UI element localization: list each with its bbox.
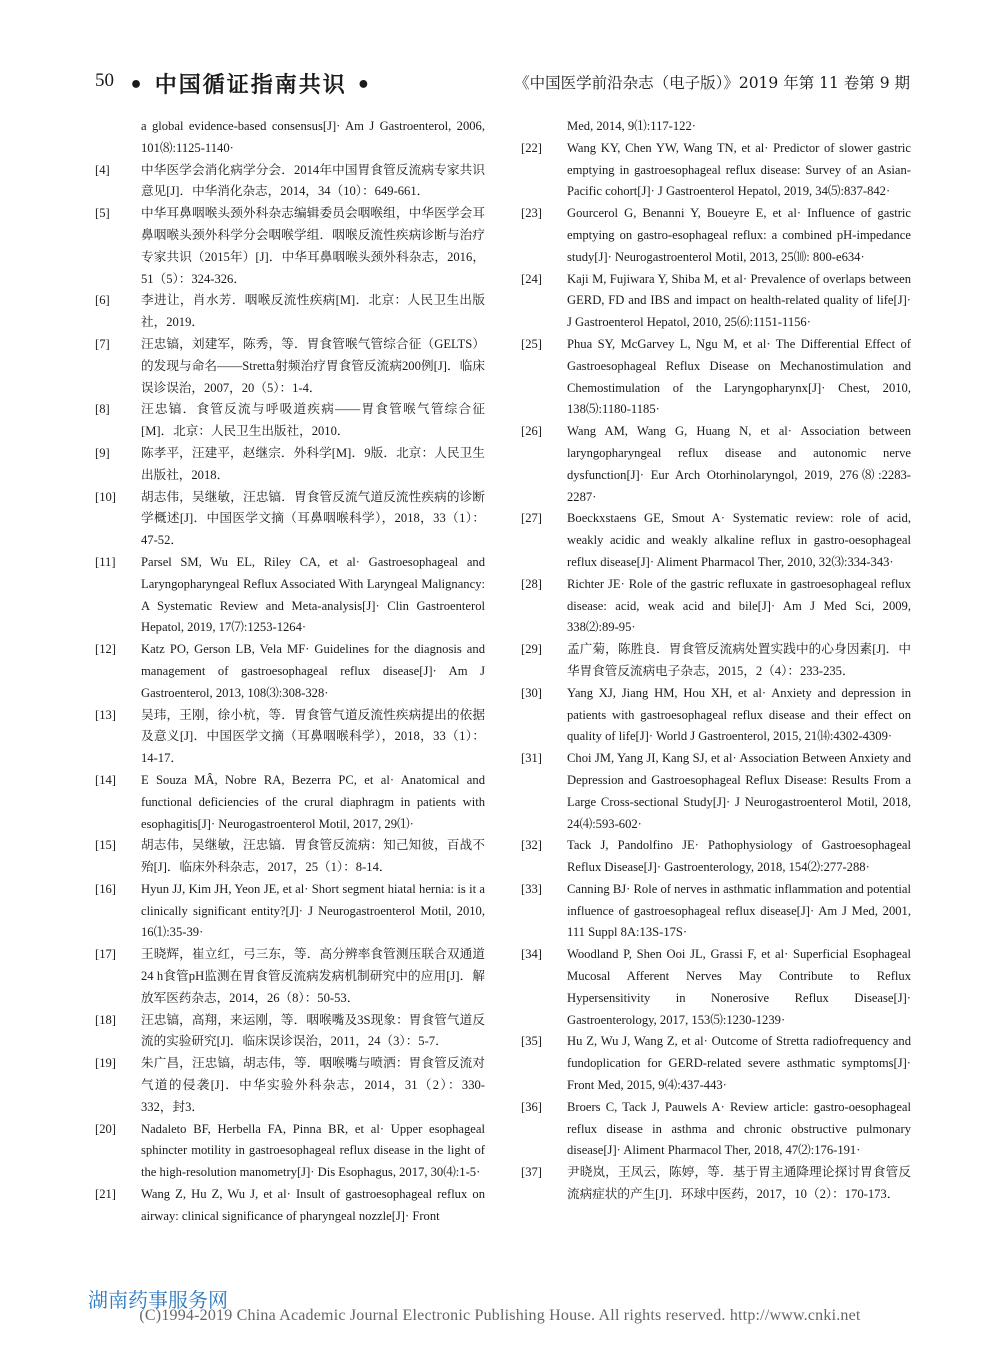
reference-number: [32]: [521, 838, 542, 853]
reference-item: [521, 269, 911, 334]
reference-item: [95, 944, 485, 1009]
reference-item: [95, 1053, 485, 1118]
reference-text: 汪忠镐．食管反流与呼吸道疾病——胃食管喉气管综合征[M]．北京：人民卫生出版社，2010．: [141, 402, 485, 439]
reference-number: [14]: [95, 772, 116, 787]
reference-item: [95, 487, 485, 552]
reference-item: [95, 1119, 485, 1184]
reference-item: [95, 835, 485, 879]
reference-text: Choi JM, Yang JI, Kang SJ, et al· Association Between Anxiety and Depression and Gastroesophageal Reflux Disease: Results From a Large Cross-sectional Study[J]· J Neurogastroenterol Motil, 2018, 24⑷:593-602·: [567, 751, 911, 831]
reference-number: [9]: [95, 445, 110, 460]
reference-number: [21]: [95, 1187, 116, 1202]
reference-number: [35]: [521, 1034, 542, 1049]
reference-number: [4]: [95, 162, 110, 177]
reference-number: [6]: [95, 293, 110, 308]
reference-text: Woodland P, Shen Ooi JL, Grassi F, et al· Superficial Esophageal Mucosal Afferent Nerves May Contribute to Reflux Hypersensitivity in Nonerosive Reflux Disease[J]· Gastroenterology, 2017, 153⑸:1230-1239·: [567, 947, 911, 1027]
reference-item: [95, 290, 485, 334]
reference-text: 中华耳鼻咽喉头颈外科杂志编辑委员会咽喉组，中华医学会耳鼻咽喉头颈外科学分会咽喉学组．咽喉反流性疾病诊断与治疗专家共识（2015年）[J]．中华耳鼻咽喉头颈外科杂志，2016，51（5）：324-326．: [141, 206, 485, 286]
reference-item: [521, 1162, 911, 1206]
reference-text: Parsel SM, Wu EL, Riley CA, et al· Gastroesophageal and Laryngopharyngeal Reflux Associated With Laryngeal Malignancy: A Systematic Review and Meta-analysis[J]· Clin Gastroenterol Hepatol, 2019, 17⑺:1253-1264·: [141, 554, 485, 635]
reference-text: 吴玮，王刚，徐小杭，等．胃食管气道反流性疾病提出的依据及意义[J]．中国医学文摘（耳鼻咽喉科学），2018，33（1）：14-17．: [141, 707, 485, 766]
reference-item: [95, 443, 485, 487]
reference-text: a global evidence-based consensus[J]· Am J Gastroenterol, 2006, 101⑻:1125-1140·: [141, 119, 485, 155]
reference-number: [10]: [95, 489, 116, 504]
reference-text: Katz PO, Gerson LB, Vela MF· Guidelines for the diagnosis and management of gastroesophageal reflux disease[J]· Am J Gastroenterol, 2013, 108⑶:308-328·: [141, 642, 485, 700]
reference-text: Canning BJ· Role of nerves in asthmatic inflammation and potential influence of gastroesophageal reflux disease[J]· Am J Med, 2001, 111 Suppl 8A:13S-17S·: [567, 881, 911, 940]
reference-item: [521, 116, 911, 138]
reference-number: [13]: [95, 707, 116, 722]
reference-item: [521, 138, 911, 203]
reference-number: [29]: [521, 642, 542, 657]
reference-item: [95, 334, 485, 399]
reference-item: [521, 508, 911, 573]
reference-item: [95, 770, 485, 835]
reference-text: Phua SY, McGarvey L, Ngu M, et al· The Differential Effect of Gastroesophageal Reflux Disease on Mechanostimulation and Chemostimulation of the Laryngopharynx[J]· Chest, 2010, 138⑸:1180-1185·: [567, 336, 911, 417]
reference-text: Yang XJ, Jiang HM, Hou XH, et al· Anxiety and depression in patients with gastroesophageal reflux disease and their effect on quality of life[J]· World J Gastroenterol, 2015, 21⒁:4302-4309·: [567, 685, 911, 744]
reference-text: Richter JE· Role of the gastric refluxate in gastroesophageal reflux disease: acid, weak acid and bile[J]· Am J Med Sci, 2009, 338⑵:89-95·: [567, 576, 911, 635]
reference-number: [28]: [521, 576, 542, 591]
reference-text: 王晓辉，崔立红，弓三东，等．高分辨率食管测压联合双通道24 h食管pH监测在胃食管反流病发病机制研究中的应用[J]．解放军医药杂志，2014，26（8）：50-53．: [141, 947, 485, 1005]
page-number: 50: [95, 70, 114, 91]
reference-item: [95, 705, 485, 770]
references-left-column: [95, 116, 485, 1228]
reference-text: Wang Z, Hu Z, Wu J, et al· Insult of gastroesophageal reflux on airway: clinical significance of pharyngeal nozzle[J]· Front: [141, 1187, 485, 1223]
copyright-footer: (C)1994-2019 China Academic Journal Electronic Publishing House. All rights reserved. http://www.cnki.net: [139, 1307, 861, 1324]
reference-item: [521, 748, 911, 835]
reference-item: [521, 421, 911, 508]
reference-text: 中华医学会消化病学分会．2014年中国胃食管反流病专家共识意见[J]．中华消化杂志，2014，34（10）：649-661．: [141, 162, 485, 199]
references-right-column: [521, 116, 911, 1206]
page-header: [95, 68, 910, 104]
reference-item: [521, 944, 911, 1031]
reference-number: [31]: [521, 751, 542, 766]
reference-item: [521, 639, 911, 683]
reference-item: [521, 683, 911, 748]
reference-text: Boeckxstaens GE, Smout A· Systematic review: role of acid, weakly acidic and weakly alkaline reflux in gastro-oesophageal reflux disease[J]· Aliment Pharmacol Ther, 2010, 32⑶:334-343·: [567, 511, 911, 569]
watermark-text: 湖南药事服务网: [88, 1288, 228, 1312]
reference-text: Tack J, Pandolfino JE· Pathophysiology of Gastroesophageal Reflux Disease[J]· Gastroenterology, 2018, 154⑵:277-288·: [567, 838, 911, 875]
reference-number: [18]: [95, 1012, 116, 1027]
reference-text: Med, 2014, 9⑴:117-122·: [567, 119, 696, 133]
reference-text: 李进让，肖水芳．咽喉反流性疾病[M]．北京：人民卫生出版社，2019．: [141, 293, 485, 330]
reference-number: [23]: [521, 206, 542, 221]
reference-number: [11]: [95, 554, 116, 569]
reference-item: [95, 1184, 485, 1228]
reference-number: [25]: [521, 336, 542, 351]
reference-text: Wang AM, Wang G, Huang N, et al· Association between laryngopharyngeal reflux disease and autonomic nerve dysfunction[J]· Eur Arch Otorhinolaryngol, 2019, 276⑻:2283-2287·: [567, 424, 911, 504]
reference-number: [33]: [521, 881, 542, 896]
reference-text: Broers C, Tack J, Pauwels A· Review article: gastro-oesophageal reflux disease in asthma and chronic obstructive pulmonary disease[J]· Aliment Pharmacol Ther, 2018, 47⑵:176-191·: [567, 1099, 911, 1158]
reference-text: 朱广昌，汪忠镐，胡志伟，等．咽喉嘴与喷洒：胃食管反流对气道的侵袭[J]．中华实验外科杂志，2014，31（2）：330-332，封3．: [141, 1056, 485, 1114]
reference-number: [7]: [95, 336, 110, 351]
reference-item: [95, 1010, 485, 1054]
reference-item: [95, 116, 485, 160]
reference-item: [95, 639, 485, 704]
reference-text: Hu Z, Wu J, Wang Z, et al· Outcome of Stretta radiofrequency and fundoplication for GERD-related severe asthmatic symptoms[J]· Front Med, 2015, 9⑷:437-443·: [567, 1034, 911, 1093]
reference-number: [24]: [521, 271, 542, 286]
reference-item: [95, 203, 485, 290]
reference-text: Hyun JJ, Kim JH, Yeon JE, et al· Short segment hiatal hernia: is it a clinically significant entity?[J]· J Neurogastroenterol Motil, 2010, 16⑴:35-39·: [141, 881, 485, 940]
reference-item: [521, 835, 911, 879]
reference-text: 胡志伟，吴继敏，汪忠镐．胃食管反流气道反流性疾病的诊断学概述[J]．中国医学文摘（耳鼻咽喉科学），2018，33（1）：47-52．: [141, 489, 485, 548]
reference-number: [27]: [521, 511, 542, 526]
reference-item: [521, 1097, 911, 1162]
reference-text: Kaji M, Fujiwara Y, Shiba M, et al· Prevalence of overlaps between GERD, FD and IBS and impact on health-related quality of life[J]· J Gastroenterol Hepatol, 2010, 25⑹:1151-1156·: [567, 271, 911, 330]
reference-item: [521, 1031, 911, 1096]
reference-item: [521, 334, 911, 421]
reference-text: 汪忠镐，高翔，来运刚，等．咽喉嘴及3S现象：胃食管气道反流的实验研究[J]．临床误诊误治，2011，24（3）：5-7．: [141, 1012, 485, 1049]
reference-number: [8]: [95, 402, 110, 417]
reference-item: [95, 879, 485, 944]
reference-item: [95, 399, 485, 443]
reference-item: [521, 879, 911, 944]
reference-item: [521, 203, 911, 268]
reference-text: Gourcerol G, Benanni Y, Boueyre E, et al· Influence of gastric emptying on gastro-esophageal reflux: a combined pH-impedance study[J]· Neurogastroenterol Motil, 2013, 25⑽: 800-e634·: [567, 206, 911, 264]
reference-number: [17]: [95, 947, 116, 962]
reference-number: [37]: [521, 1165, 542, 1180]
reference-number: [19]: [95, 1056, 116, 1071]
reference-item: [95, 552, 485, 639]
journal-title: 《中国医学前沿杂志（电子版）》2019 年第 11 卷第 9 期: [514, 74, 910, 92]
reference-text: Wang KY, Chen YW, Wang TN, et al· Predictor of slower gastric emptying in gastroesophageal reflux disease: Survey of an Asian-Pacific cohort[J]· J Gastroenterol Hepatol, 2019, 34⑸:837-842·: [567, 140, 911, 199]
reference-number: [26]: [521, 424, 542, 439]
reference-number: [20]: [95, 1121, 116, 1136]
reference-text: E Souza MÂ, Nobre RA, Bezerra PC, et al· Anatomical and functional deficiencies of the crural diaphragm in patients with esophagitis[J]· Neurogastroenterol Motil, 2017, 29⑴·: [141, 772, 485, 831]
reference-text: 尹晓岚，王凤云，陈婷，等．基于胃主通降理论探讨胃食管反流病症状的产生[J]．环球中医药，2017，10（2）：170-173．: [567, 1165, 911, 1202]
reference-number: [12]: [95, 642, 116, 657]
reference-text: 孟广菊，陈胜良．胃食管反流病处置实践中的心身因素[J]．中华胃食管反流病电子杂志，2015，2（4）：233-235．: [567, 642, 911, 678]
reference-item: [95, 160, 485, 204]
reference-item: [521, 574, 911, 639]
reference-number: [36]: [521, 1099, 542, 1114]
reference-text: Nadaleto BF, Herbella FA, Pinna BR, et al· Upper esophageal sphincter motility in gastroesophageal reflux disease in the light of the high-resolution manometry[J]· Dis Esophagus, 2017, 30⑷:1-5·: [141, 1121, 485, 1180]
reference-text: 陈孝平，汪建平，赵继宗．外科学[M]．9版．北京：人民卫生出版社，2018．: [141, 445, 485, 482]
reference-number: [34]: [521, 947, 542, 962]
reference-number: [5]: [95, 206, 110, 221]
section-title: • 中国循证指南共识 •: [129, 73, 373, 98]
reference-number: [15]: [95, 838, 116, 853]
reference-number: [30]: [521, 685, 542, 700]
reference-number: [16]: [95, 881, 116, 896]
reference-text: 胡志伟，吴继敏，汪忠镐．胃食管反流病：知己知彼，百战不殆[J]．临床外科杂志，2017，25（1）：8-14．: [141, 838, 485, 875]
reference-text: 汪忠镐，刘建军，陈秀，等．胃食管喉气管综合征（GELTS）的发现与命名——Stretta射频治疗胃食管反流病200例[J]．临床误诊误治，2007，20（5）：1-4．: [141, 336, 485, 395]
reference-number: [22]: [521, 140, 542, 155]
